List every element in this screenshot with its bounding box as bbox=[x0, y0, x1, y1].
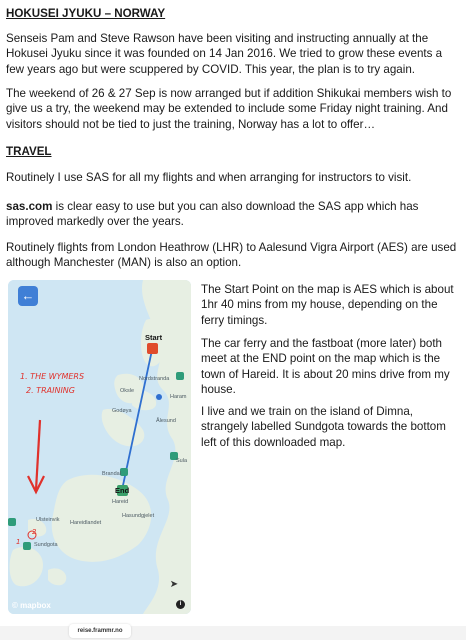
page-title: HOKUSEI JYUKU – NORWAY bbox=[6, 7, 166, 20]
route-map[interactable] bbox=[8, 280, 191, 614]
map-caption-paragraph-1: The Start Point on the map is AES which is about 1hr 40 mins from my house, depending on the ferry timings. bbox=[201, 283, 454, 327]
footer-url: reise.frammr.no bbox=[69, 624, 131, 638]
travel-paragraph-2 bbox=[6, 199, 458, 230]
map-label-ulsteinvik: Ulsteinvik bbox=[36, 517, 60, 523]
travel-heading: TRAVEL bbox=[6, 145, 52, 158]
travel-paragraph-2-text: is clear easy to use but you can also download the SAS app which has improved markedly over the years. bbox=[6, 200, 419, 229]
arrow-left-icon[interactable]: ← bbox=[18, 286, 38, 306]
map-label-oksle: Oksle bbox=[120, 388, 135, 394]
navigation-arrow-icon[interactable]: ➤ bbox=[169, 579, 179, 590]
map-label-alesund: Ålesund bbox=[156, 418, 176, 424]
handwritten-mark-1: 1 bbox=[16, 538, 21, 546]
handwritten-note-line-1: 1. THE WYMERS bbox=[20, 372, 85, 381]
map-label-brandal: Brandal bbox=[102, 471, 121, 477]
map-label-haram: Haram bbox=[170, 394, 187, 400]
intro-paragraph-1: Senseis Pam and Steve Rawson have been visiting and instructing annually at the Hokusei Jyuku since it was founded on 14 Jan 2016. We tried to grow these events a few years ago but were scuppered by COVID. This year, the plan is to try again. bbox=[6, 32, 443, 76]
start-pin-label: Start bbox=[145, 333, 163, 342]
map-label-sula: Sula bbox=[176, 458, 188, 464]
map-label-hareidlandet: Hareidlandet bbox=[70, 520, 102, 526]
map-label-nordstranda: Nordstranda bbox=[139, 376, 170, 382]
sas-link[interactable]: sas.com bbox=[6, 200, 53, 213]
end-pin-label: End bbox=[115, 486, 130, 495]
handwritten-note-line-2: 2. TRAINING bbox=[26, 386, 75, 395]
map-caption-paragraph-2: The car ferry and the fastboat (more later) both meet at the END point on the map which is the town of Hareid. It is about 20 mins drive from my house. bbox=[201, 337, 450, 397]
mapbox-attribution: © mapbox bbox=[12, 601, 51, 610]
map-graphic bbox=[8, 280, 191, 614]
handwritten-mark-2: 2 bbox=[32, 528, 37, 536]
map-label-hasundgjelet: Hasundgjelet bbox=[122, 513, 155, 519]
map-label-sundgota: Sundgota bbox=[34, 542, 58, 548]
intro-paragraph-2: The weekend of 26 & 27 Sep is now arranged but if addition Shikukai members wish to give us a try, the weekend may be extended to include some Friday night training. And visitors should not be tied to just the training, Norway has a lot to offer… bbox=[6, 87, 452, 131]
map-caption-paragraph-3: I live and we train on the island of Dimna, strangely labelled Sundgota towards the bottom left of this downloaded map. bbox=[201, 405, 446, 449]
map-label-godoya: Godøya bbox=[112, 408, 132, 414]
travel-paragraph-3: Routinely flights from London Heathrow (LHR) to Aalesund Vigra Airport (AES) are used although Manchester (MAN) is also an option. bbox=[6, 241, 457, 270]
travel-paragraph-1: Routinely I use SAS for all my flights and when arranging for instructors to visit. bbox=[6, 171, 412, 184]
map-label-hareid: Hareid bbox=[112, 499, 129, 505]
info-icon[interactable]: i bbox=[176, 600, 185, 609]
